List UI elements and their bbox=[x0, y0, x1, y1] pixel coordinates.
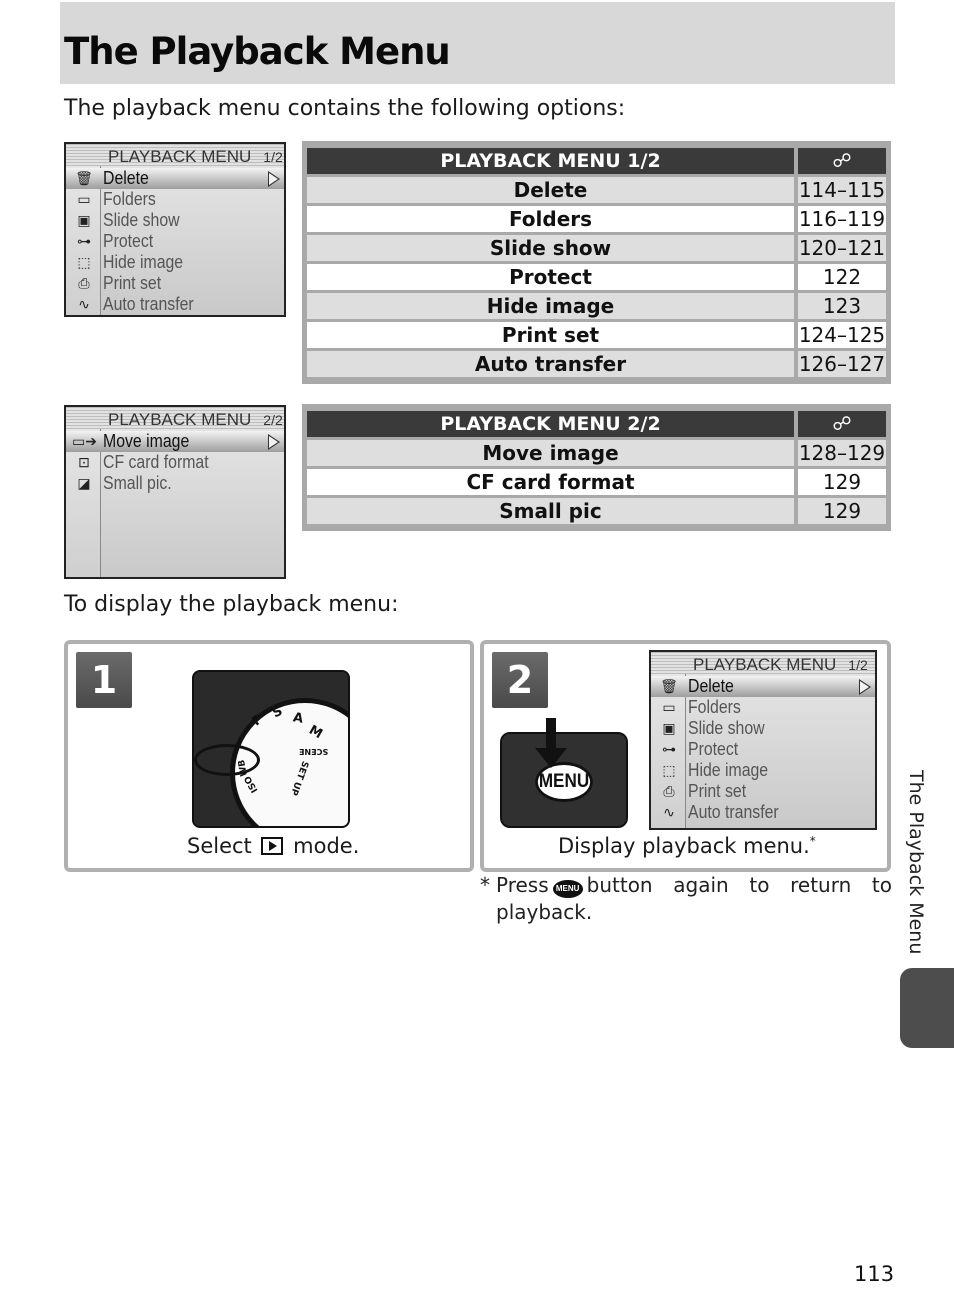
highlight-ring bbox=[194, 744, 260, 776]
lcd-playback-menu-2 bbox=[64, 405, 286, 579]
lcd-item-slide-show[interactable] bbox=[66, 210, 284, 231]
intro-text: The playback menu contains the following options: bbox=[64, 96, 626, 121]
caption-text: Display playback menu. bbox=[558, 834, 810, 858]
dial-label: WB bbox=[237, 758, 250, 778]
table-row bbox=[307, 177, 886, 203]
page-range: 116–119 bbox=[794, 206, 886, 232]
lcd-item-label: Auto transfer bbox=[103, 294, 194, 314]
option-name: Move image bbox=[307, 440, 794, 466]
menu-button[interactable]: MENU bbox=[535, 762, 593, 802]
lcd-item-cf-card-format[interactable] bbox=[66, 452, 284, 473]
lcd-item-hide-image[interactable] bbox=[66, 252, 284, 273]
lcd-playback-menu-1 bbox=[64, 142, 286, 317]
page-range: 120–121 bbox=[794, 235, 886, 261]
table-row bbox=[307, 469, 886, 495]
folder-icon: ▭ bbox=[77, 191, 91, 207]
option-name: Delete bbox=[307, 177, 794, 203]
page-range: 128–129 bbox=[794, 440, 886, 466]
step-number: 1 bbox=[76, 652, 132, 708]
small-pic-icon: ◪ bbox=[77, 475, 91, 491]
lcd-item-label: Slide show bbox=[103, 210, 180, 230]
playback-menu-table-1 bbox=[302, 141, 891, 384]
lcd-item-label: Slide show bbox=[688, 718, 765, 738]
lcd-item-label: Small pic. bbox=[103, 473, 172, 493]
key-icon: ⊶ bbox=[662, 741, 676, 757]
page-range: 129 bbox=[794, 498, 886, 524]
side-tab bbox=[900, 968, 954, 1048]
step-2-caption bbox=[558, 834, 816, 858]
page-number: 113 bbox=[854, 1262, 895, 1286]
slideshow-icon: ▣ bbox=[662, 720, 676, 736]
footnote-mark: * bbox=[809, 834, 816, 848]
option-name: Small pic bbox=[307, 498, 794, 524]
title-band bbox=[60, 2, 895, 84]
dial-label: SCENE bbox=[299, 747, 329, 756]
key-icon: ⊶ bbox=[77, 233, 91, 249]
dial-label: SET UP bbox=[288, 759, 310, 797]
lcd-item-folders[interactable] bbox=[66, 189, 284, 210]
lcd-item-folders[interactable] bbox=[651, 697, 875, 718]
dial-label: P bbox=[249, 711, 267, 730]
lcd-item-label: Protect bbox=[103, 231, 154, 251]
page-title: The Playback Menu bbox=[64, 30, 450, 73]
lcd-item-delete[interactable] bbox=[66, 168, 284, 189]
display-intro-text: To display the playback menu: bbox=[64, 592, 399, 617]
selection-arrow-icon bbox=[268, 434, 280, 450]
auto-transfer-icon: ∿ bbox=[663, 804, 675, 820]
lcd-title-text: PLAYBACK MENU bbox=[693, 655, 837, 674]
menu-button-icon: MENU bbox=[553, 880, 583, 898]
slideshow-icon: ▣ bbox=[77, 212, 91, 228]
table-row bbox=[307, 498, 886, 524]
page-range: 123 bbox=[794, 293, 886, 319]
lcd-item-label: Delete bbox=[103, 168, 149, 188]
page-reference-icon: ☍ bbox=[794, 148, 886, 174]
page-range: 122 bbox=[794, 264, 886, 290]
hide-image-icon: ⬚ bbox=[77, 254, 91, 270]
lcd-item-label: Protect bbox=[688, 739, 739, 759]
move-image-icon: ▭➔ bbox=[72, 433, 97, 449]
lcd-item-label: Print set bbox=[103, 273, 162, 293]
lcd-playback-menu-step bbox=[649, 650, 877, 830]
caption-text: mode. bbox=[293, 834, 360, 858]
lcd-item-protect[interactable] bbox=[651, 739, 875, 760]
table-header-row bbox=[307, 411, 886, 437]
playback-mode-icon bbox=[261, 837, 283, 855]
hide-image-icon: ⬚ bbox=[662, 762, 676, 778]
table-row bbox=[307, 440, 886, 466]
caption-text: Select bbox=[187, 834, 252, 858]
page-range: 124–125 bbox=[794, 322, 886, 348]
option-name: Folders bbox=[307, 206, 794, 232]
option-name: Hide image bbox=[307, 293, 794, 319]
lcd-item-label: Hide image bbox=[103, 252, 184, 272]
footnote-star: * bbox=[480, 873, 490, 897]
option-name: Slide show bbox=[307, 235, 794, 261]
page-reference-icon: ☍ bbox=[794, 411, 886, 437]
side-section-label: The Playback Menu bbox=[905, 770, 927, 955]
dial-label: S bbox=[270, 703, 286, 722]
lcd-item-print-set[interactable] bbox=[651, 781, 875, 802]
option-name: Protect bbox=[307, 264, 794, 290]
lcd-item-delete[interactable] bbox=[651, 676, 875, 697]
lcd-item-small-pic[interactable] bbox=[66, 473, 284, 494]
print-set-icon: ⎙ bbox=[663, 783, 675, 799]
arrow-down-icon bbox=[546, 718, 556, 754]
footnote-body bbox=[496, 872, 892, 926]
table-header: PLAYBACK MENU 1/2 bbox=[307, 148, 794, 174]
step-1-caption bbox=[187, 834, 359, 858]
page-range: 114–115 bbox=[794, 177, 886, 203]
page-range: 126–127 bbox=[794, 351, 886, 377]
step-1-box bbox=[64, 640, 474, 872]
lcd-title-text: PLAYBACK MENU bbox=[108, 147, 252, 166]
lcd-item-label: Print set bbox=[688, 781, 747, 801]
trash-icon: 🗑 bbox=[75, 170, 93, 186]
folder-icon: ▭ bbox=[662, 699, 676, 715]
lcd-item-label: Move image bbox=[103, 431, 190, 451]
table-row bbox=[307, 206, 886, 232]
table-row bbox=[307, 264, 886, 290]
lcd-item-auto-transfer[interactable] bbox=[66, 294, 284, 315]
lcd-title bbox=[693, 655, 868, 675]
lcd-item-label: Hide image bbox=[688, 760, 769, 780]
lcd-item-print-set[interactable] bbox=[66, 273, 284, 294]
selection-arrow-icon bbox=[859, 679, 871, 695]
lcd-title bbox=[108, 147, 283, 167]
playback-menu-table-2 bbox=[302, 404, 891, 531]
lcd-page: 2/2 bbox=[263, 412, 283, 428]
lcd-title-text: PLAYBACK MENU bbox=[108, 410, 252, 429]
lcd-item-protect[interactable] bbox=[66, 231, 284, 252]
table-row bbox=[307, 322, 886, 348]
footnote-text: Press bbox=[496, 873, 549, 897]
lcd-item-label: Delete bbox=[688, 676, 734, 696]
auto-transfer-icon: ∿ bbox=[78, 296, 90, 312]
footnote-text: button again to return to playback. bbox=[496, 873, 892, 924]
table-header: PLAYBACK MENU 2/2 bbox=[307, 411, 794, 437]
option-name: Auto transfer bbox=[307, 351, 794, 377]
table-row bbox=[307, 235, 886, 261]
table-header-row bbox=[307, 148, 886, 174]
table-row bbox=[307, 293, 886, 319]
trash-icon: 🗑 bbox=[660, 678, 678, 694]
dial-label: M bbox=[306, 722, 325, 743]
mode-dial-illustration bbox=[192, 670, 350, 828]
lcd-page: 1/2 bbox=[848, 657, 868, 673]
print-set-icon: ⎙ bbox=[78, 275, 90, 291]
footnote bbox=[480, 872, 892, 926]
lcd-title bbox=[108, 410, 283, 430]
lcd-item-slide-show[interactable] bbox=[651, 718, 875, 739]
page-range: 129 bbox=[794, 469, 886, 495]
step-number: 2 bbox=[492, 652, 548, 708]
lcd-item-label: Folders bbox=[688, 697, 741, 717]
cf-card-icon: ⊡ bbox=[78, 454, 90, 470]
option-name: CF card format bbox=[307, 469, 794, 495]
table-row bbox=[307, 351, 886, 377]
lcd-item-move-image[interactable] bbox=[66, 431, 284, 452]
lcd-item-hide-image[interactable] bbox=[651, 760, 875, 781]
lcd-item-label: Folders bbox=[103, 189, 156, 209]
selection-arrow-icon bbox=[268, 171, 280, 187]
option-name: Print set bbox=[307, 322, 794, 348]
lcd-item-label: CF card format bbox=[103, 452, 209, 472]
lcd-item-label: Auto transfer bbox=[688, 802, 779, 822]
lcd-item-auto-transfer[interactable] bbox=[651, 802, 875, 823]
step-2-box bbox=[480, 640, 891, 872]
lcd-page: 1/2 bbox=[263, 149, 283, 165]
camera-menu-button-illustration bbox=[500, 732, 628, 828]
dial-label: A bbox=[291, 710, 305, 727]
dial-label: ISO bbox=[243, 773, 261, 795]
